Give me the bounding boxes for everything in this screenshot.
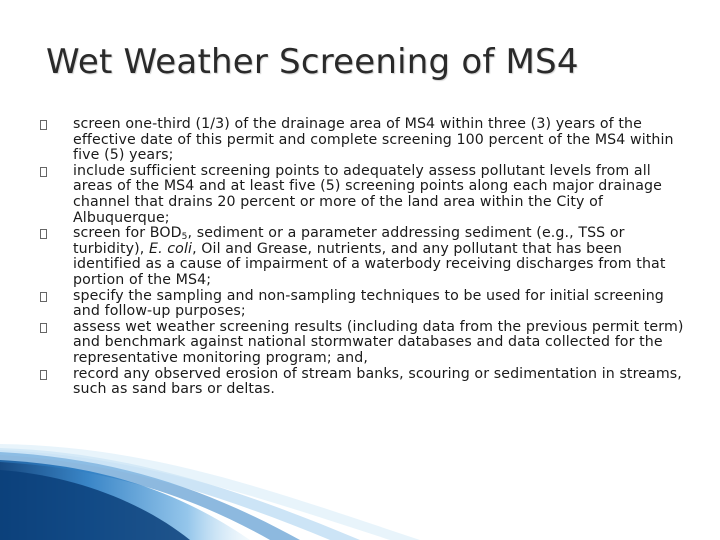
checkbox-outline-icon (40, 167, 47, 177)
checkbox-outline-icon (40, 323, 47, 333)
checkbox-outline-icon (40, 370, 47, 380)
bullet-text: screen one-third (1/3) of the drainage area of MS4 within three (3) years of the effective date of this permit and complete screening 100 percent of the MS4 within five (5) years; (73, 116, 674, 164)
checkbox-outline-icon (40, 120, 47, 130)
bullet-text: assess wet weather screening results (including data from the previous permit term) and benchmark against national stormwater databases and data collected for the representative monitoring program; and, (73, 318, 684, 366)
bullet-text: record any observed erosion of stream banks, scouring or sedimentation in streams, such as sand bars or deltas. (73, 365, 682, 398)
bullet-item (40, 367, 690, 398)
bullet-text: screen for BOD (73, 225, 182, 242)
bullet-text: specify the sampling and non-sampling techniques to be used for initial screening and follow-up purposes; (73, 287, 664, 320)
bullet-item (40, 226, 690, 288)
checkbox-outline-icon (40, 229, 47, 239)
bullet-list (40, 117, 690, 398)
italic-term: E. coli (149, 240, 193, 257)
subscript: 5 (181, 232, 188, 243)
slide-title: Wet Weather Screening of MS4 (46, 42, 579, 82)
bullet-text: , Oil and Grease, nutrients, and any pollutant that has been identified as a cause of impairment of a waterbody receiving discharges from that portion of the MS4; (73, 240, 666, 288)
bullet-item (40, 164, 690, 226)
bullet-text: include sufficient screening points to adequately assess pollutant levels from all areas of the MS4 and at least five (5) screening points along each major drainage channel that drains 20 percent or more of the land area within the City of Albuquerque; (73, 162, 662, 226)
checkbox-outline-icon (40, 292, 47, 302)
bullet-item (40, 117, 690, 164)
bullet-item (40, 289, 690, 320)
bullet-text: , sediment or a parameter addressing sediment (e.g., TSS or turbidity), (73, 225, 625, 257)
bullet-item (40, 320, 690, 367)
